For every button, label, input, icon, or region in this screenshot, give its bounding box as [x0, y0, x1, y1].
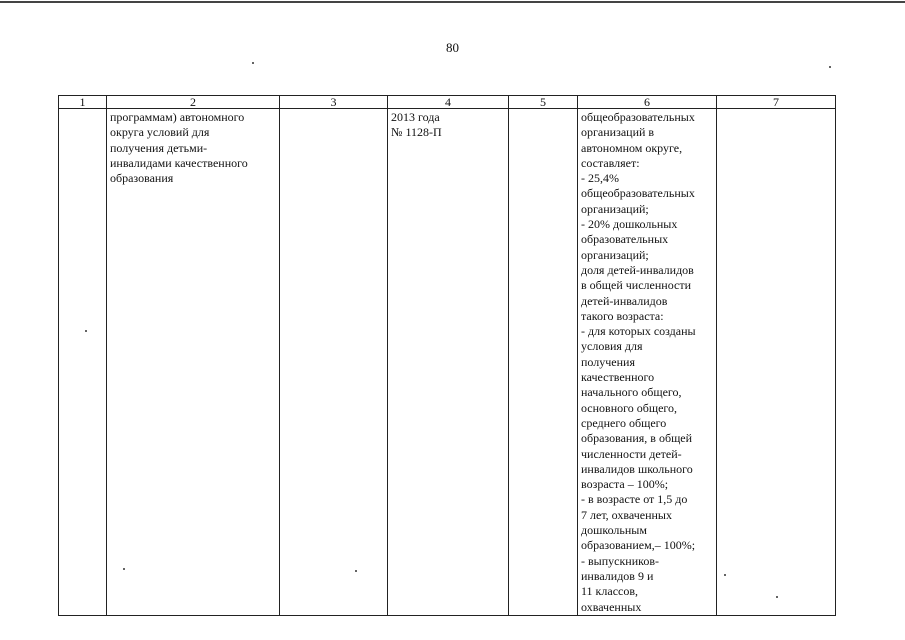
text-line: образовательных [581, 232, 669, 247]
text-line: - 25,4% [581, 171, 619, 186]
cell-col1 [59, 109, 107, 616]
text-line: возраста – 100%; [581, 477, 669, 492]
text-line: детей-инвалидов [581, 293, 668, 308]
text-line: охваченных [581, 599, 642, 614]
column-header-3: 3 [280, 96, 388, 109]
scan-speck [829, 66, 831, 68]
cell-col2 [107, 109, 280, 616]
header-row [59, 96, 836, 109]
text-line: основного общего, [581, 400, 678, 415]
page-number: 80 [446, 40, 459, 55]
text-line: - выпускников- [581, 553, 660, 568]
text-line: - для которых созданы [581, 324, 696, 339]
text-line: такого возраста: [581, 308, 664, 323]
text-line: 7 лет, охваченных [581, 507, 672, 522]
column-header-7: 7 [717, 96, 836, 109]
text-line: условия для [581, 339, 643, 354]
text-line: 11 классов, [581, 584, 639, 599]
text-line: составляет: [581, 155, 640, 170]
column-header-1: 1 [59, 96, 107, 109]
top-rule [0, 1, 905, 3]
text-line: организаций; [581, 201, 649, 216]
text-line: численности детей- [581, 446, 682, 461]
text-line: инвалидами качественного [110, 155, 248, 170]
text-line: образованием,– 100%; [581, 538, 696, 553]
text-line: общеобразовательных [581, 110, 695, 124]
cell-col6 [578, 109, 717, 616]
cell-col3 [280, 109, 388, 616]
text-line: инвалидов 9 и [581, 568, 654, 583]
document-table [58, 95, 836, 616]
text-line: получения детьми- [110, 140, 208, 155]
text-line: округа условий для [110, 125, 210, 140]
text-line: - 20% дошкольных [581, 217, 678, 232]
column-header-2: 2 [107, 96, 280, 109]
text-line: среднего общего [581, 415, 667, 430]
text-line: дошкольным [581, 523, 647, 538]
text-line: инвалидов школьного [581, 461, 693, 476]
text-line: образования [110, 171, 174, 186]
text-line: организаций; [581, 247, 649, 262]
cell-col5 [509, 109, 578, 616]
column-header-6: 6 [578, 96, 717, 109]
text-line: качественного [581, 370, 655, 385]
column-header-4: 4 [388, 96, 509, 109]
text-line: общеобразовательных [581, 186, 695, 201]
cell-col7 [717, 109, 836, 616]
table-row [59, 109, 836, 616]
cell-col4 [388, 109, 509, 616]
text-line: в общей численности [581, 278, 691, 293]
text-line: доля детей-инвалидов [581, 262, 694, 277]
text-line: 2013 года [391, 110, 440, 124]
text-line: - в возрасте от 1,5 до [581, 492, 688, 507]
text-line: получения [581, 354, 635, 369]
text-line: автономном округе, [581, 140, 683, 155]
text-line: образования, в общей [581, 431, 693, 446]
text-line: программам) автономного [110, 110, 245, 124]
text-line: организаций в [581, 125, 655, 140]
column-header-5: 5 [509, 96, 578, 109]
scan-speck [252, 62, 254, 64]
text-line: № 1128-П [391, 125, 442, 140]
text-line: начального общего, [581, 385, 682, 400]
